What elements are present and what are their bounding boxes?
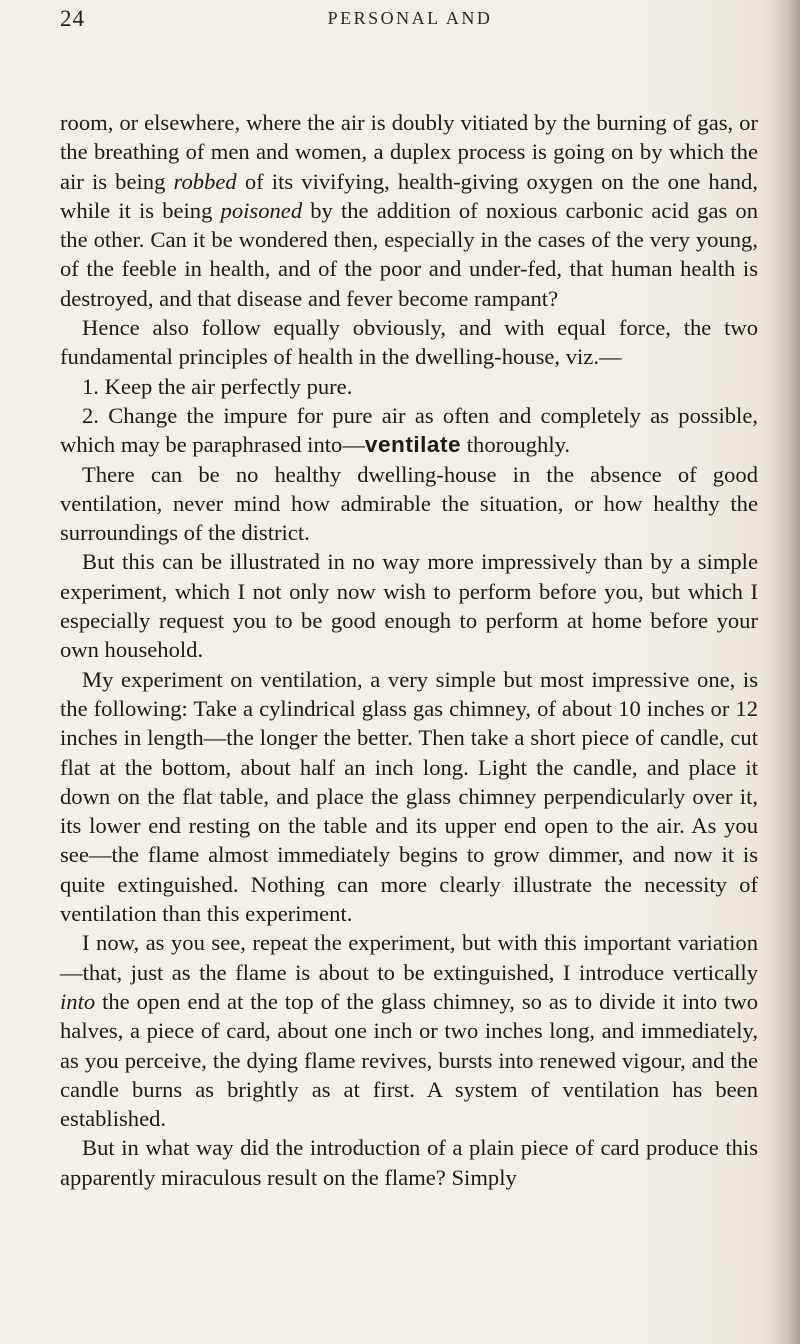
body-text <box>60 108 758 1192</box>
paragraph-p2 <box>60 313 758 372</box>
paragraph-p6 <box>60 547 758 664</box>
text-heavy: ventilate <box>364 432 462 458</box>
text-run: 2. Change the impure for pure air as often and completely as possible, which may be paraphrased into— <box>60 402 758 458</box>
text-run: by the addition of noxious carbonic acid gas on the other. Can it be wondered then, especially in the cases of the very young, of the feeble in health, and of the poor and under-fed, that human health is destroyed, and that disease and fever become rampant? <box>60 197 758 311</box>
paragraph-p8 <box>60 928 758 1133</box>
text-run: But this can be illustrated in no way more impressively than by a simple experiment, which I not only now wish to perform before you, but which I especially request you to be good enough to perform at home before your own household. <box>60 549 758 663</box>
paragraph-p7 <box>60 665 758 929</box>
text-run: I now, as you see, repeat the experiment, but with this important variation—that, just as the flame is about to be extinguished, I introduce vertically <box>60 930 758 985</box>
text-run: room, or elsewhere, where the air is doubly vitiated by the burning of gas, or the breathing of men and women, a duplex process is going on by which the air is being <box>60 110 758 194</box>
text-run: of its vivifying, health-giving oxygen on the one hand, while it is being <box>60 168 758 223</box>
paragraph-p3 <box>60 372 758 401</box>
text-italic: into <box>60 988 96 1014</box>
text-run: My experiment on ventilation, a very simple but most impressive one, is the following: Take a cylindrical glass gas chimney, of about 10 inches or 12 inches in length—the longer the better. Then take a short piece of candle, cut flat at the bottom, about half an inch long. Light the candle, and place it down on the flat table, and place the glass chimney perpendicularly over it, its lower end resting on the table and its upper end open to the air. As you see—the flame almost immediately begins to grow dimmer, and now it is quite extinguished. Nothing can more clearly illustrate the necessity of ventilation than this experiment. <box>60 666 758 927</box>
text-italic: poisoned <box>220 197 303 223</box>
page-edge-shadow <box>770 0 800 1344</box>
text-run: There can be no healthy dwelling-house in the absence of good ventilation, never mind how admirable the situation, or how healthy the surroundings of the district. <box>60 461 758 546</box>
page-number: 24 <box>60 6 85 31</box>
paragraph-p9 <box>60 1133 758 1192</box>
text-run: the open end at the top of the glass chimney, so as to divide it into two halves, a piece of card, about one inch or two inches long, and immediately, as you perceive, the dying flame revives, bursts into renewed vigour, and the candle burns as brightly as at first. A system of ventilation has been established. <box>60 988 758 1132</box>
text-run: But in what way did the introduction of a plain piece of card produce this apparently miraculous result on the flame? Simply <box>60 1135 758 1190</box>
page-header <box>60 6 760 36</box>
paragraph-p5 <box>60 460 758 548</box>
text-run: thoroughly. <box>461 432 571 458</box>
running-head: PERSONAL AND <box>327 8 493 28</box>
paragraph-p4 <box>60 401 758 460</box>
text-run: Hence also follow equally obviously, and with equal force, the two fundamental principles of health in the dwelling-house, viz.— <box>60 315 758 370</box>
text-italic: robbed <box>173 168 237 194</box>
paragraph-p1 <box>60 108 758 313</box>
text-run: 1. Keep the air perfectly pure. <box>82 373 353 399</box>
